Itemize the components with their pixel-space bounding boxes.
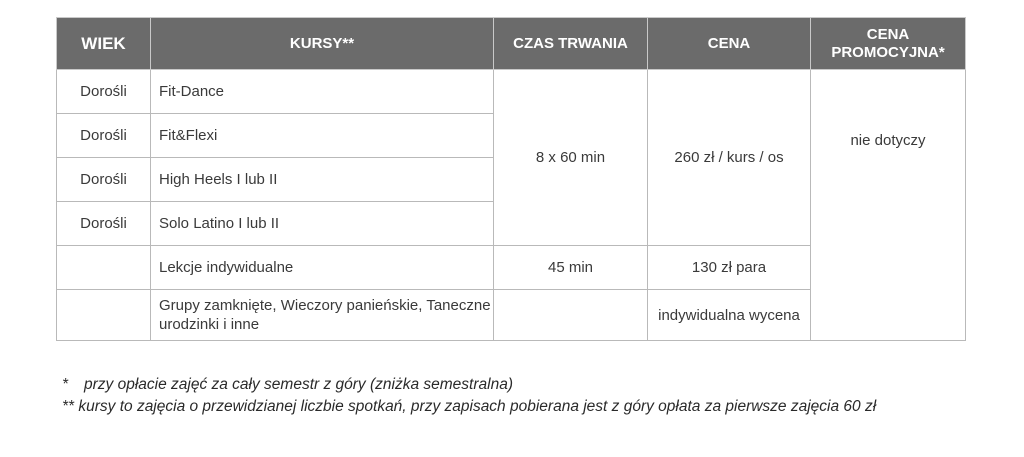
course-cell: High Heels I lub II bbox=[151, 158, 494, 202]
course-cell: Lekcje indywidualne bbox=[151, 246, 494, 290]
price-cell: 130 zł para bbox=[648, 246, 811, 290]
header-courses: KURSY** bbox=[151, 18, 494, 70]
footnote-1-mark: * bbox=[62, 376, 69, 393]
price-cell: indywidualna wycena bbox=[648, 290, 811, 341]
group-price-cell: 260 zł / kurs / os bbox=[648, 70, 811, 246]
course-cell: Fit&Flexi bbox=[151, 114, 494, 158]
course-cell: Fit-Dance bbox=[151, 70, 494, 114]
footnote-1-text: przy opłacie zajęć za cały semestr z góry (zniżka semestralna) bbox=[84, 376, 513, 393]
age-cell bbox=[57, 246, 151, 290]
footnote-1 bbox=[62, 374, 962, 395]
age-cell: Dorośli bbox=[57, 114, 151, 158]
age-cell: Dorośli bbox=[57, 158, 151, 202]
footnotes bbox=[62, 374, 962, 417]
duration-cell: 45 min bbox=[494, 246, 648, 290]
table-row bbox=[57, 70, 966, 114]
age-cell bbox=[57, 290, 151, 341]
header-promo: CENA PROMOCYJNA* bbox=[811, 18, 966, 70]
promo-cell: nie dotyczy bbox=[811, 70, 966, 341]
age-cell: Dorośli bbox=[57, 70, 151, 114]
header-price: CENA bbox=[648, 18, 811, 70]
footnote-2: ** kursy to zajęcia o przewidzianej liczbie spotkań, przy zapisach pobierana jest z góry opłata za pierwsze zajęcia 60 zł bbox=[62, 398, 877, 415]
age-cell: Dorośli bbox=[57, 202, 151, 246]
group-duration-cell: 8 x 60 min bbox=[494, 70, 648, 246]
price-table bbox=[56, 17, 966, 341]
header-duration: CZAS TRWANIA bbox=[494, 18, 648, 70]
duration-cell bbox=[494, 290, 648, 341]
course-cell: Solo Latino I lub II bbox=[151, 202, 494, 246]
header-age: WIEK bbox=[57, 18, 151, 70]
header-row bbox=[57, 18, 966, 70]
course-cell: Grupy zamknięte, Wieczory panieńskie, Taneczne urodzinki i inne bbox=[151, 290, 494, 341]
